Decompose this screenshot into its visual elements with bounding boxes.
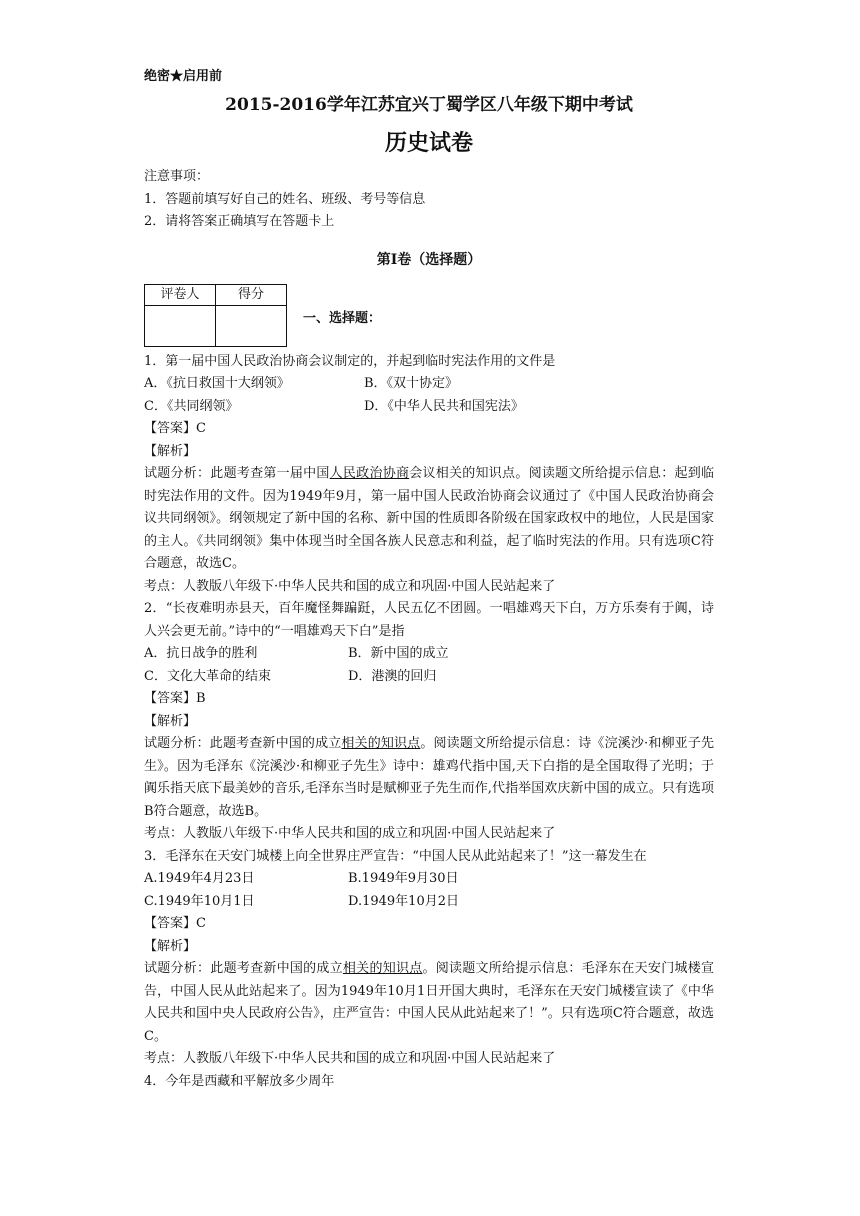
question-4-stem: 4．今年是西藏和平解放多少周年 — [144, 1073, 335, 1089]
exam-subtitle: 历史试卷 — [384, 130, 473, 156]
option-b: B．《双十协定》 — [364, 376, 459, 391]
option-d: D．《中华人民共和国宪法》 — [364, 398, 524, 414]
analysis-text — [144, 958, 714, 1048]
analysis-label: 【解析】 — [144, 938, 197, 954]
question-3 — [144, 846, 714, 1071]
topic: 考点：人教版八年级下·中华人民共和国的成立和巩固·中国人民站起来了 — [144, 578, 556, 594]
notice-item: 2．请将答案正确填写在答题卡上 — [144, 214, 335, 229]
analysis-rest: 会议相关的知识点。阅读题文所给提示信息：起到临时宪法作用的文件。因为1949年9月，第一届中国人民政治协商会议通过了《中国人民政治协商会议共同纲领》。纲领规定了新中国的名称、新中国的性质即各阶级在国家政权中的地位，人民是国家的主人。《共同纲领》集中体现当时全国各族人民意志和利益，起了临时宪法的作用。只有选项C符合题意，故选C。 — [144, 466, 714, 571]
option-a: A．抗日战争的胜利 — [144, 646, 258, 661]
analysis-rest: 。阅读题文所给提示信息：毛泽东在天安门城楼宣告，中国人民从此站起来了。因为1949年10月1日开国大典时，毛泽东在天安门城楼宣读了《中华人民共和国中央人民政府公告》，庄严宣告：中国人民从此站起来了！”。只有选项C符合题意，故选C。 — [144, 961, 714, 1044]
answer: 【答案】C — [144, 421, 206, 436]
analysis-underlined: 相关的知识点 — [341, 736, 421, 751]
question-2 — [144, 598, 714, 846]
option-c: C．文化大革命的结束 — [144, 668, 271, 684]
notice-block — [144, 166, 714, 234]
option-c: C．《共同纲领》 — [144, 398, 239, 414]
notice-item: 1．答题前填写好自己的姓名、班级、考号等信息 — [144, 191, 426, 207]
exam-title: 2015-2016学年江苏宜兴丁蜀学区八年级下期中考试 — [225, 95, 633, 115]
question-stem: 3．毛泽东在天安门城楼上向全世界庄严宣告：“中国人民从此站起来了！”这一幕发生在 — [144, 848, 647, 864]
notice-heading: 注意事项： — [144, 169, 210, 184]
score-area — [144, 284, 714, 347]
question-options — [144, 891, 714, 914]
analysis-underlined: 人民政治协商 — [329, 466, 410, 481]
analysis-label: 【解析】 — [144, 713, 197, 729]
analysis-pre: 试题分析：此题考查第一届中国 — [144, 466, 330, 481]
answer: 【答案】C — [144, 916, 206, 931]
score-table-header-reviewer: 评卷人 — [145, 284, 216, 305]
score-table-header-score: 得分 — [216, 284, 287, 305]
score-table-cell-score — [216, 305, 287, 346]
analysis-pre: 试题分析：此题考查新中国的成立 — [144, 736, 342, 751]
option-a: A.1949年4月23日 — [144, 871, 255, 886]
part-label: 一、选择题： — [303, 310, 382, 326]
question-options — [144, 666, 714, 689]
answer: 【答案】B — [144, 691, 206, 706]
document-body — [144, 66, 714, 1093]
question-options — [144, 373, 714, 396]
section-title: 第Ⅰ卷（选择题） — [376, 251, 482, 268]
score-table — [144, 284, 287, 347]
question-1 — [144, 351, 714, 599]
question-stem: 2．“长夜难明赤县天，百年魔怪舞蹁跹，人民五亿不团圆。一唱雄鸡天下白，万方乐奏有于阗，诗人兴会更无前。”诗中的“一唱雄鸡天下白”是指 — [144, 601, 714, 639]
score-table-cell-reviewer — [145, 305, 216, 346]
topic: 考点：人教版八年级下·中华人民共和国的成立和巩固·中国人民站起来了 — [144, 826, 556, 841]
option-d: D.1949年10月2日 — [348, 893, 459, 909]
analysis-rest: 。阅读题文所给提示信息：诗《浣溪沙·和柳亚子先生》。因为毛泽东《浣溪沙·和柳亚子先生》诗中：雄鸡代指中国,天下白指的是全国取得了光明；于阗乐指天底下最美妙的音乐,毛泽东当时是赋柳亚子先生而作,代指举国欢庆新中国的成立。只有选项B符合题意，故选B。 — [144, 736, 714, 819]
question-options — [144, 868, 714, 891]
secret-mark: 绝密★启用前 — [144, 69, 223, 84]
question-stem: 1．第一届中国人民政治协商会议制定的，并起到临时宪法作用的文件是 — [144, 353, 556, 369]
option-b: B.1949年9月30日 — [348, 871, 459, 886]
option-c: C.1949年10月1日 — [144, 893, 255, 909]
analysis-underlined: 相关的知识点 — [342, 961, 423, 976]
analysis-pre: 试题分析：此题考查新中国的成立 — [144, 961, 343, 976]
option-a: A．《抗日救国十大纲领》 — [144, 376, 290, 391]
analysis-text — [144, 463, 714, 576]
analysis-text — [144, 733, 714, 823]
topic: 考点：人教版八年级下·中华人民共和国的成立和巩固·中国人民站起来了 — [144, 1051, 556, 1066]
option-d: D．港澳的回归 — [348, 668, 437, 684]
analysis-label: 【解析】 — [144, 443, 197, 459]
option-b: B．新中国的成立 — [348, 646, 449, 661]
question-options — [144, 396, 714, 419]
question-options — [144, 643, 714, 666]
